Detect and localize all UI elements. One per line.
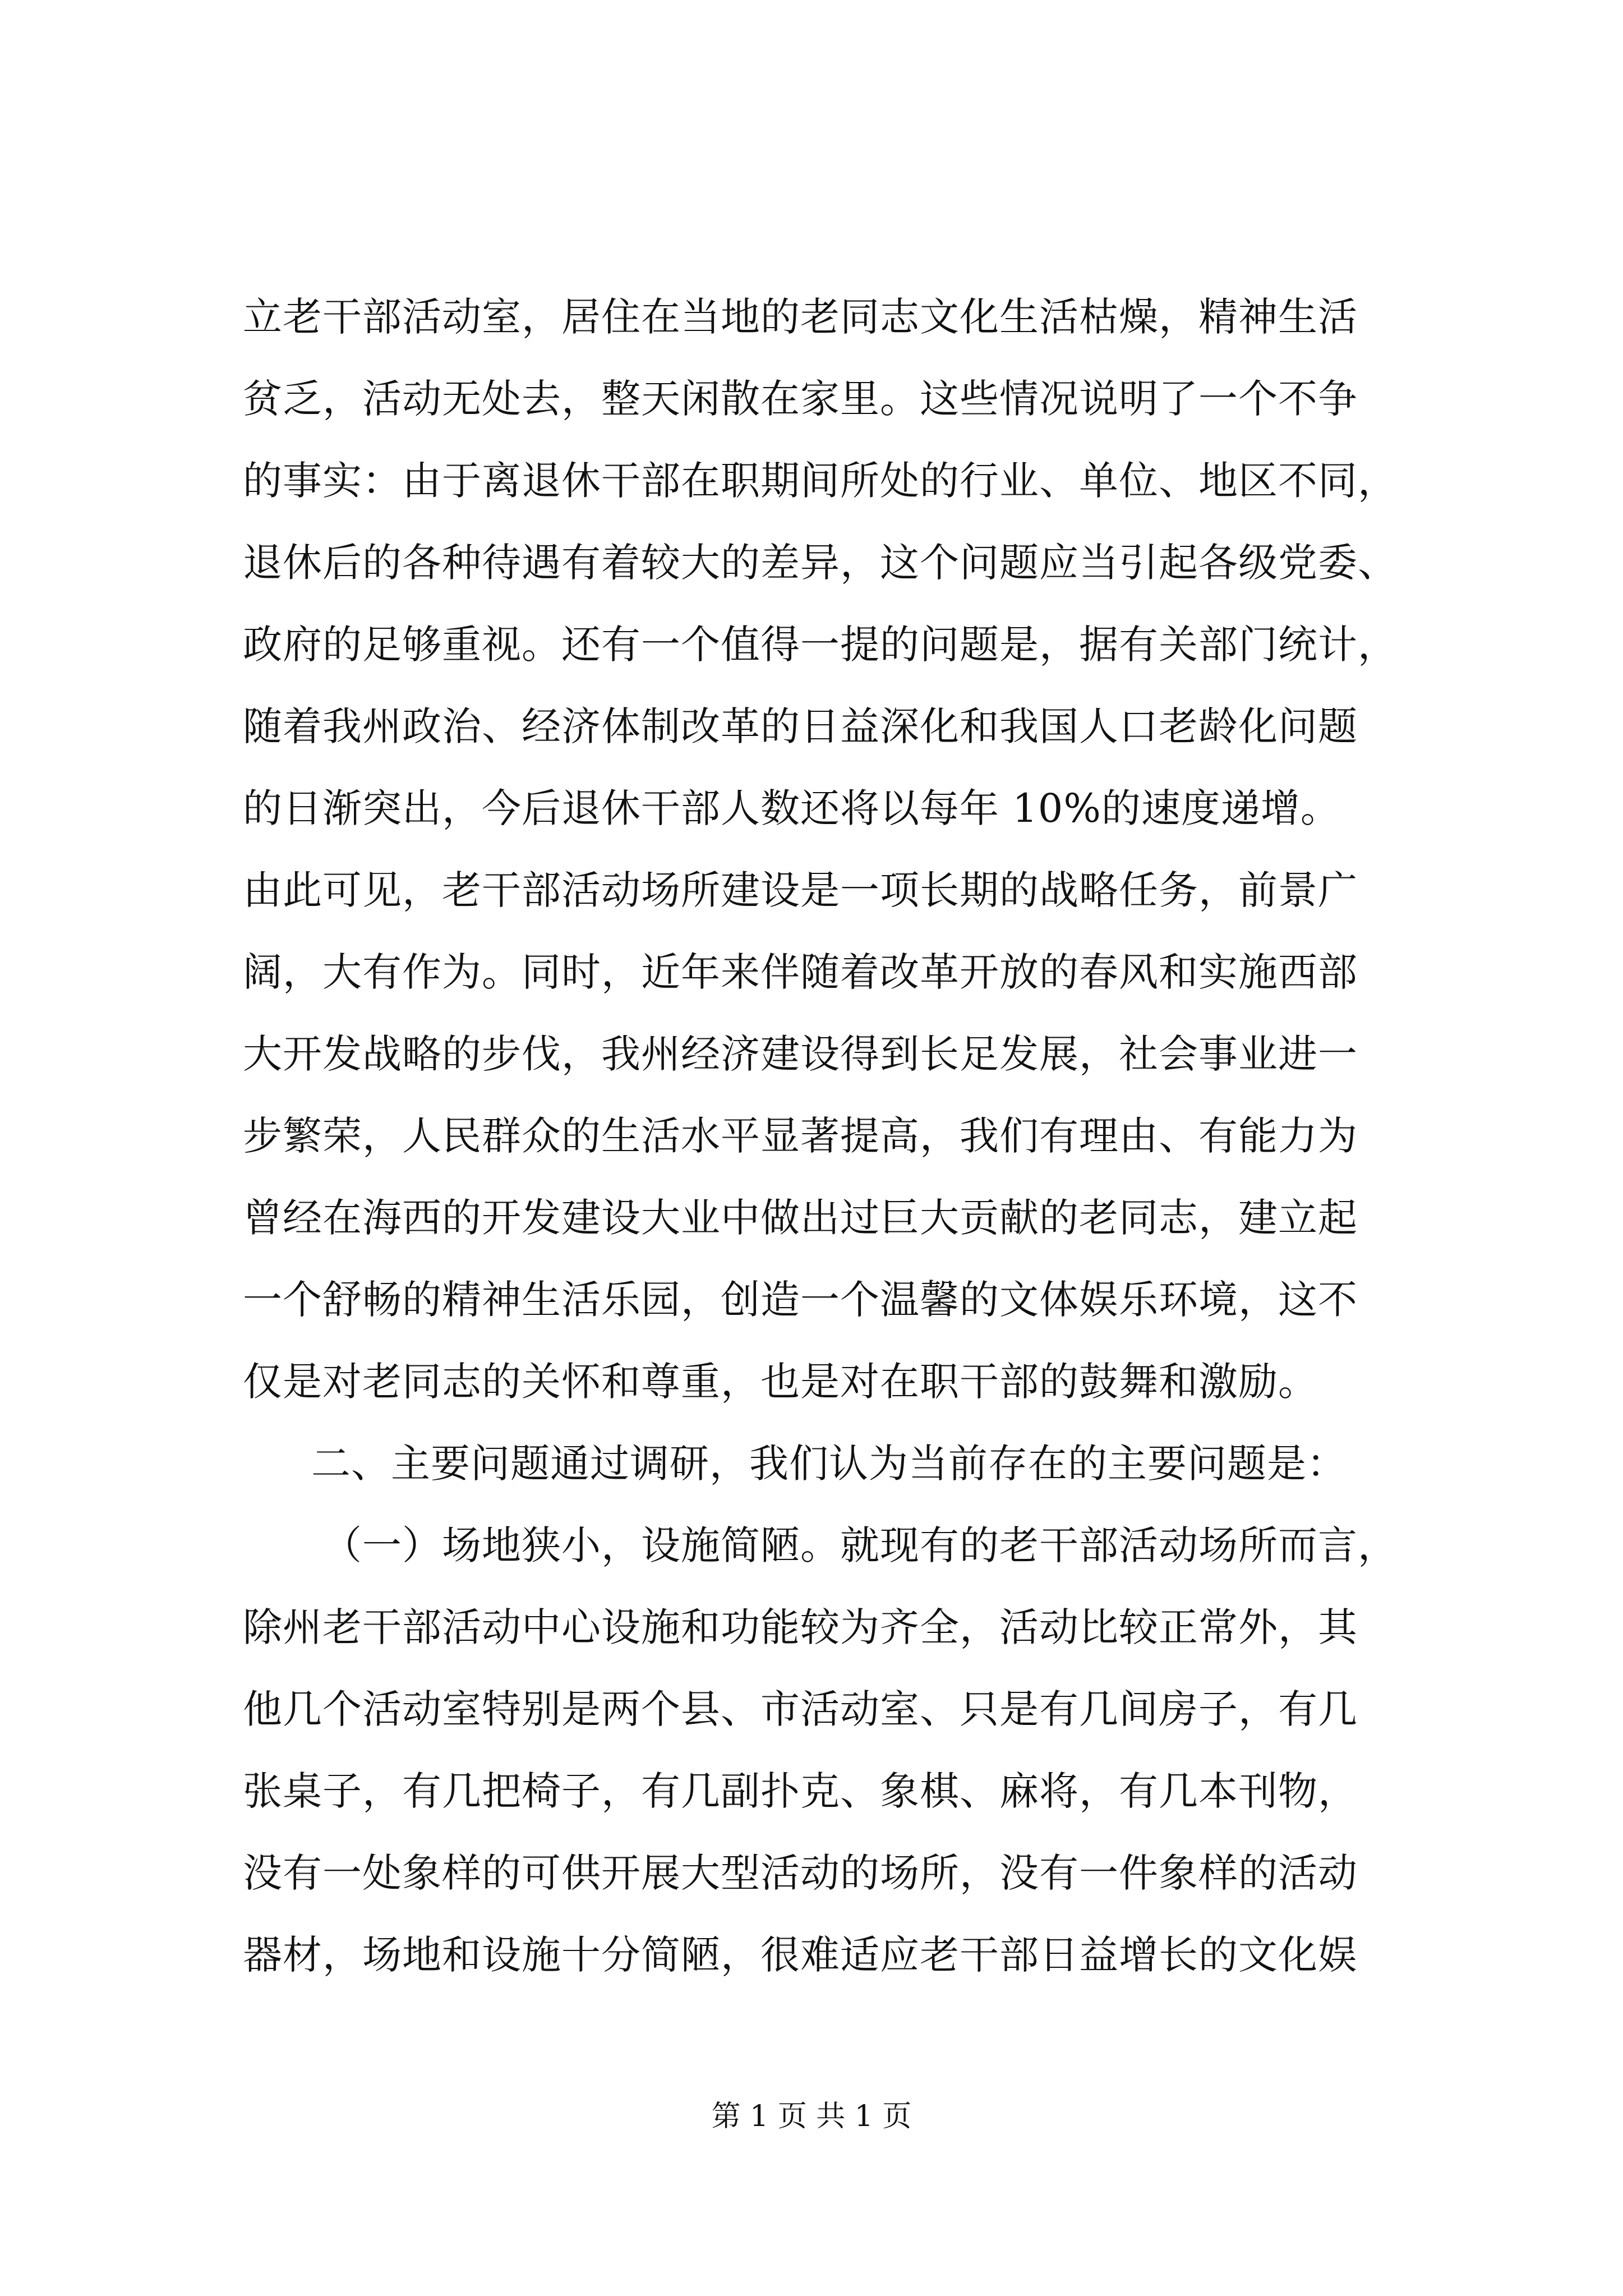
text-line: 他几个活动室特别是两个县、市活动室、只是有几间房子，有几 — [243, 1686, 1358, 1732]
text-line: 退休后的各种待遇有着较大的差异，这个问题应当引起各级党委、 — [243, 540, 1398, 586]
text-line: 贫乏，活动无处去，整天闲散在家里。这些情况说明了一个不争 — [243, 376, 1358, 422]
text-line: 政府的足够重视。还有一个值得一提的问题是，据有关部门统计， — [243, 622, 1398, 668]
text-line: 由此可见，老干部活动场所建设是一项长期的战略任务，前景广 — [243, 867, 1358, 913]
subsection-heading-line: （一）场地狭小，设施简陋。就现有的老干部活动场所而言， — [322, 1522, 1398, 1568]
text-line: 一个舒畅的精神生活乐园，创造一个温馨的文体娱乐环境，这不 — [243, 1277, 1358, 1323]
text-line: 立老干部活动室，居住在当地的老同志文化生活枯燥，精神生活 — [243, 294, 1358, 340]
page-footer: 第 1 页 共 1 页 — [711, 2100, 912, 2133]
text-line: 除州老干部活动中心设施和功能较为齐全，活动比较正常外，其 — [243, 1604, 1358, 1650]
text-line: 阔，大有作为。同时，近年来伴随着改革开放的春风和实施西部 — [243, 949, 1358, 995]
text-line: 曾经在海西的开发建设大业中做出过巨大贡献的老同志，建立起 — [243, 1195, 1358, 1241]
text-line: 大开发战略的步伐，我州经济建设得到长足发展，社会事业进一 — [243, 1031, 1358, 1077]
text-line: 的日渐突出，今后退休干部人数还将以每年 10%的速度递增。 — [243, 785, 1340, 831]
text-line: 张桌子，有几把椅子，有几副扑克、象棋、麻将，有几本刊物， — [243, 1768, 1358, 1814]
text-line: 随着我州政治、经济体制改革的日益深化和我国人口老龄化问题 — [243, 703, 1358, 749]
text-line: 的事实：由于离退休干部在职期间所处的行业、单位、地区不同， — [243, 458, 1398, 504]
text-line: 步繁荣，人民群众的生活水平显著提高，我们有理由、有能力为 — [243, 1113, 1358, 1159]
section-heading-line: 二、主要问题通过调研，我们认为当前存在的主要问题是： — [311, 1441, 1347, 1487]
text-line: 仅是对老同志的关怀和尊重，也是对在职干部的鼓舞和激励。 — [243, 1359, 1318, 1405]
text-line: 没有一处象样的可供开展大型活动的场所，没有一件象样的活动 — [243, 1850, 1358, 1896]
text-line: 器材，场地和设施十分简陋，很难适应老干部日益增长的文化娱 — [243, 1932, 1358, 1978]
